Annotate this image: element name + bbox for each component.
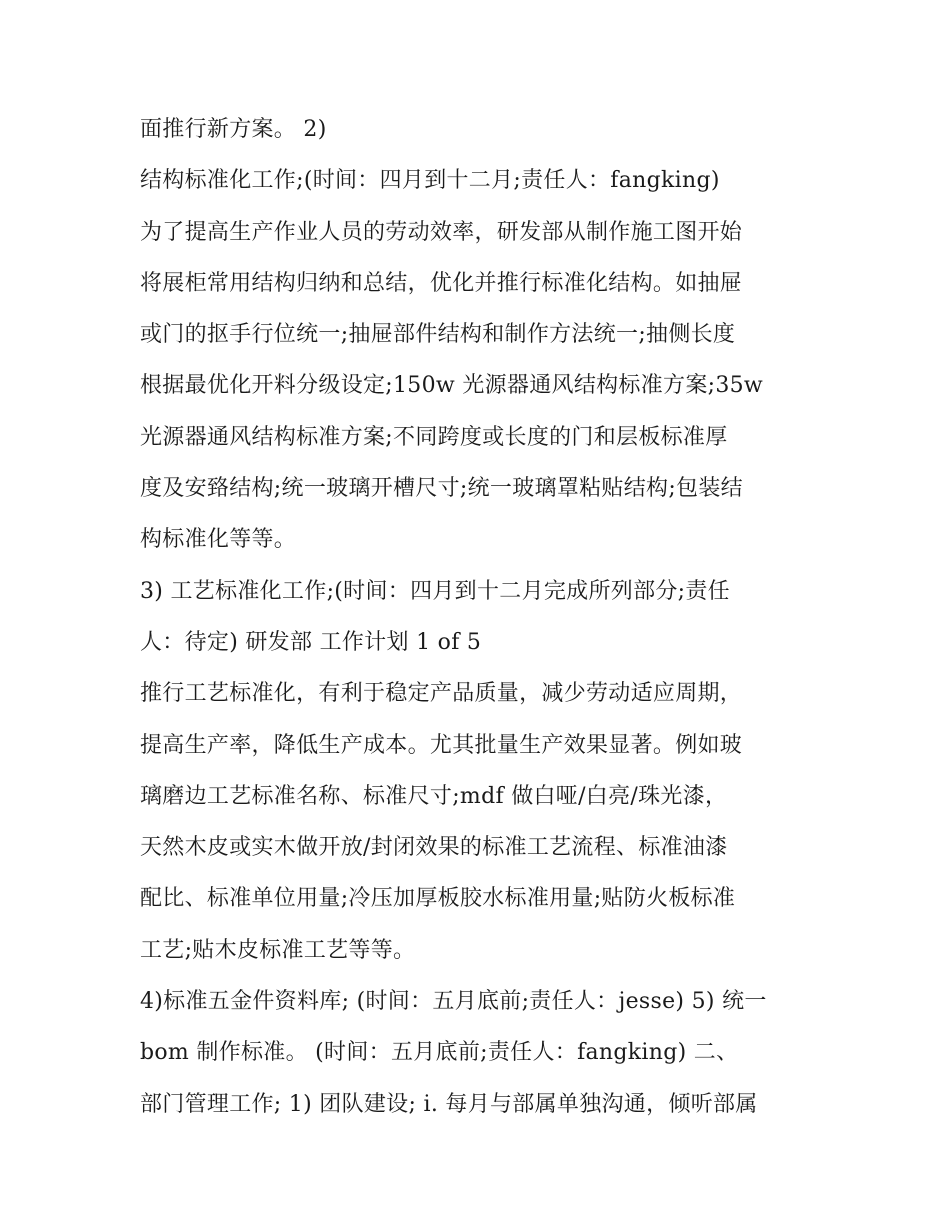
text-line: 提高生产率，降低生产成本。尤其批量生产效果显著。例如玻 bbox=[140, 732, 743, 758]
text-line: 结构标准化工作;(时间：四月到十二月;责任人：fangking) bbox=[140, 168, 720, 194]
text-line: 3) 工艺标准化工作;(时间：四月到十二月完成所列部分;责任 bbox=[140, 578, 730, 604]
text-line: 将展柜常用结构归纳和总结，优化并推行标准化结构。如抽屉 bbox=[140, 270, 743, 296]
text-line: 度及安臵结构;统一玻璃开槽尺寸;统一玻璃罩粘贴结构;包装结 bbox=[140, 476, 743, 502]
text-line: 配比、标准单位用量;冷压加厚板胶水标准用量;贴防火板标准 bbox=[140, 886, 736, 912]
text-line: 工艺;贴木皮标准工艺等等。 bbox=[140, 937, 416, 963]
document-body bbox=[140, 108, 820, 1134]
text-line: 璃磨边工艺标准名称、标准尺寸;mdf 做白哑/白亮/珠光漆， bbox=[140, 783, 728, 809]
text-line: 构标准化等等。 bbox=[140, 527, 297, 553]
text-line: bom 制作标准。 (时间：五月底前;责任人：fangking) 二、 bbox=[140, 1040, 739, 1066]
text-line: 部门管理工作; 1) 团队建设; i. 每月与部属单独沟通，倾听部属 bbox=[140, 1091, 758, 1117]
text-line: 人：待定) 研发部 工作计划 1 of 5 bbox=[140, 629, 482, 655]
text-line: 或门的抠手行位统一;抽屉部件结构和制作方法统一;抽侧长度 bbox=[140, 322, 736, 348]
text-line: 光源器通风结构标准方案;不同跨度或长度的门和层板标准厚 bbox=[140, 424, 728, 450]
text-line: 根据最优化开料分级设定;150w 光源器通风结构标准方案;35w bbox=[140, 373, 764, 399]
text-line: 推行工艺标准化，有利于稳定产品质量，减少劳动适应周期， bbox=[140, 681, 743, 707]
text-line: 面推行新方案。 2) bbox=[140, 117, 327, 142]
text-line: 天然木皮或实木做开放/封闭效果的标准工艺流程、标准油漆 bbox=[140, 835, 728, 861]
text-line: 4)标准五金件资料库; (时间：五月底前;责任人：jesse) 5) 统一 bbox=[140, 989, 767, 1015]
text-line: 为了提高生产作业人员的劳动效率，研发部从制作施工图开始 bbox=[140, 219, 743, 245]
